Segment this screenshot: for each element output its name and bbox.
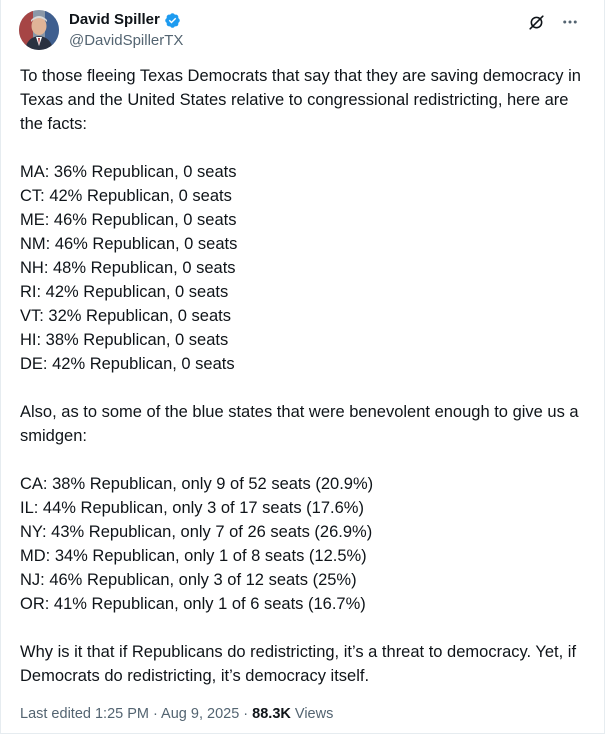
tweet-intro: To those fleeing Texas Democrats that say that they are saving democracy in Texas and the United States relative to congressional redistricting, here are the facts:	[20, 67, 581, 133]
list-item: CT: 42% Republican, 0 seats	[20, 187, 232, 205]
list-item: NH: 48% Republican, 0 seats	[20, 259, 236, 277]
edited-timestamp-link[interactable]: Last edited 1:25 PM · Aug 9, 2025	[20, 706, 240, 722]
list-item: IL: 44% Republican, only 3 of 17 seats (17.6%)	[20, 499, 364, 517]
tweet-text	[20, 64, 586, 688]
grok-icon[interactable]	[526, 12, 546, 32]
list-item: MD: 34% Republican, only 1 of 8 seats (12.5%)	[20, 547, 367, 565]
list-item: NJ: 46% Republican, only 3 of 12 seats (25%)	[20, 571, 357, 589]
more-icon[interactable]	[560, 12, 580, 32]
list-item: RI: 42% Republican, 0 seats	[20, 283, 229, 301]
author-display-name[interactable]: David Spiller	[69, 11, 160, 28]
list-item: OR: 41% Republican, only 1 of 6 seats (16.7%)	[20, 595, 366, 613]
author-name-row[interactable]	[69, 10, 181, 30]
verified-badge-icon	[164, 12, 181, 29]
list-item: MA: 36% Republican, 0 seats	[20, 163, 237, 181]
tweet-top-actions	[526, 12, 580, 32]
views-label: Views	[294, 706, 334, 722]
avatar[interactable]	[19, 10, 59, 50]
views-count: 88.3K	[252, 706, 291, 722]
list-item: HI: 38% Republican, 0 seats	[20, 331, 229, 349]
list-item: DE: 42% Republican, 0 seats	[20, 355, 235, 373]
list-item: VT: 32% Republican, 0 seats	[20, 307, 231, 325]
list-item: CA: 38% Republican, only 9 of 52 seats (20.9%)	[20, 475, 374, 493]
tweet-footer	[20, 704, 333, 724]
tweet-middle: Also, as to some of the blue states that were benevolent enough to give us a smidgen:	[20, 403, 579, 445]
list-item: ME: 46% Republican, 0 seats	[20, 211, 237, 229]
list-item: NY: 43% Republican, only 7 of 26 seats (26.9%)	[20, 523, 373, 541]
footer-separator: ·	[243, 706, 249, 722]
author-handle[interactable]: @DavidSpillerTX	[69, 32, 184, 49]
list-item: NM: 46% Republican, 0 seats	[20, 235, 238, 253]
tweet-closing: Why is it that if Republicans do redistricting, it’s a threat to democracy. Yet, if Democrats do redistricting, it’s democracy itself.	[20, 643, 577, 685]
